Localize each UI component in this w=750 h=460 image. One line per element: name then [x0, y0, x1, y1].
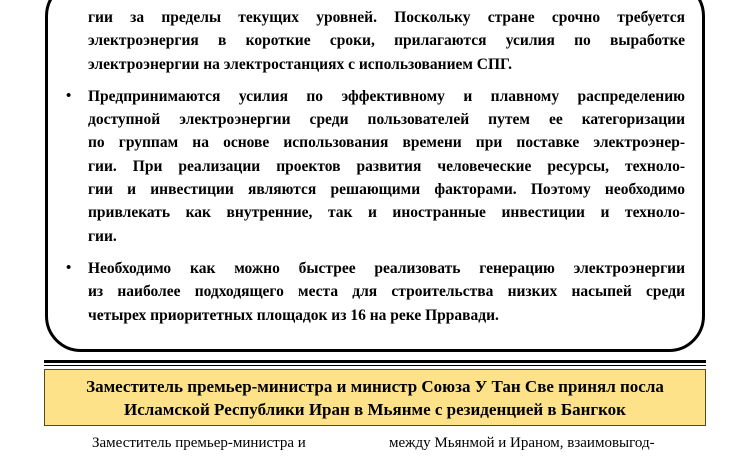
text-line: Предпринимаются усилия по эффективному и плавному распределению	[88, 87, 685, 105]
article-headline	[44, 369, 706, 426]
text-line: электроэнергия в короткие сроки, прилагаются усилия по выработке	[88, 32, 685, 50]
info-box-content	[66, 6, 685, 327]
headline-line-2: Исламской Республики Иран в Мьянме с резиденцией в Бангкок	[124, 400, 626, 419]
bullet-icon: •	[66, 87, 72, 104]
text-line: гии. При реализации проектов развития человеческие ресурсы, техноло-	[88, 157, 685, 175]
section-divider-thick	[44, 360, 706, 363]
bullet-item	[66, 85, 685, 248]
bullet-icon: •	[66, 259, 72, 276]
text-line: гии за пределы текущих уровней. Поскольку стране срочно требуется	[88, 9, 685, 26]
article-column-left: Заместитель премьер-министра и	[92, 435, 306, 451]
text-line: четырех приоритетных площадок из 16 на реке Прравади.	[88, 306, 499, 324]
section-divider-thin	[44, 365, 706, 366]
intro-paragraph	[88, 6, 685, 76]
text-line: привлекать как внутренние, так и иностранные инвестиции и техноло-	[88, 204, 685, 222]
article-column-right: между Мьянмой и Ираном, взаимовыгод-	[389, 435, 655, 451]
text-line: доступной электроэнергии среди пользователей путем ее категоризации	[88, 111, 685, 129]
text-line: по группам на основе использования времени при поставке электроэнер-	[88, 134, 685, 152]
headline-line-1: Заместитель премьер-министра и министр Союза У Тан Све принял посла	[86, 377, 664, 396]
text-line: Необходимо как можно быстрее реализовать генерацию электроэнергии	[88, 259, 685, 277]
text-line: электроэнергии на электростанциях с использованием СПГ.	[88, 55, 513, 73]
text-line: гии.	[88, 227, 117, 245]
text-line: гии и инвестиции являются решающими факторами. Поэтому необходимо	[88, 181, 685, 199]
bullet-item	[66, 257, 685, 327]
text-line: из наиболее подходящего места для строительства низких насыпей среди	[88, 283, 685, 301]
